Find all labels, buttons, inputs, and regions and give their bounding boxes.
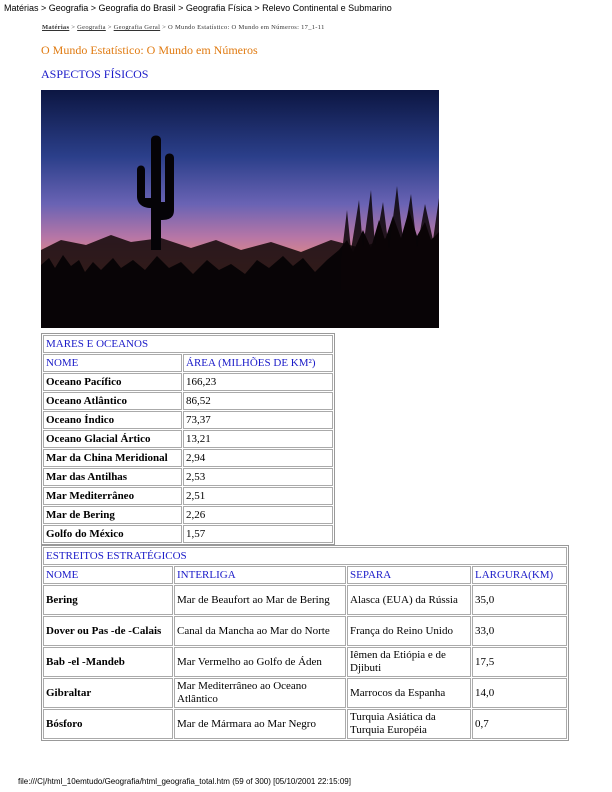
table-row [43,525,333,543]
cell-area: 2,94 [183,449,333,467]
cell-interliga: Mar de Beaufort ao Mar de Bering [174,585,346,615]
cell-nome: Mar das Antilhas [43,468,182,486]
cell-largura: 0,7 [472,709,567,739]
cell-separa: Alasca (EUA) da Rússia [347,585,471,615]
cell-nome: Oceano Glacial Ártico [43,430,182,448]
cell-interliga: Mar Mediterrâneo ao Oceano Atlântico [174,678,346,708]
page-title: O Mundo Estatístico: O Mundo em Números [41,43,258,57]
cell-area: 73,37 [183,411,333,429]
cell-nome: Mar da China Meridional [43,449,182,467]
cell-largura: 35,0 [472,585,567,615]
breadcrumb-link-materias[interactable]: Matérias [42,24,70,31]
breadcrumb-separator: > [69,24,78,31]
section-heading: ASPECTOS FÍSICOS [41,67,149,81]
table-row [43,616,567,646]
table-row [43,373,333,391]
cell-nome: Oceano Pacífico [43,373,182,391]
table-row [43,709,567,739]
cell-largura: 17,5 [472,647,567,677]
column-header-separa: SEPARA [347,566,471,584]
cell-area: 2,53 [183,468,333,486]
cell-nome: Bab -el -Mandeb [43,647,173,677]
breadcrumb-separator: > [105,24,114,31]
cell-interliga: Mar Vermelho ao Golfo de Áden [174,647,346,677]
cell-separa: França do Reino Unido [347,616,471,646]
cell-interliga: Mar de Mármara ao Mar Negro [174,709,346,739]
cell-interliga: Canal da Mancha ao Mar do Norte [174,616,346,646]
column-header-area: ÁREA (MILHÕES DE KM²) [183,354,333,372]
column-header-nome: NOME [43,354,182,372]
cell-separa: Marrocos da Espanha [347,678,471,708]
cell-nome: Bering [43,585,173,615]
cell-area: 1,57 [183,525,333,543]
cell-largura: 33,0 [472,616,567,646]
print-footer: file:///C|/html_10emtudo/Geografia/html_geografia_total.htm (59 of 300) [05/10/2001 22:15:09] [18,777,351,786]
cell-area: 166,23 [183,373,333,391]
cactus-sunset-photo [41,90,439,328]
table-caption: ESTREITOS ESTRATÉGICOS [43,547,567,565]
cell-separa: Turquia Asiática da Turquia Européia [347,709,471,739]
cell-nome: Oceano Índico [43,411,182,429]
estreitos-estrategicos-table [41,545,569,741]
table-row [43,449,333,467]
cell-nome: Gibraltar [43,678,173,708]
cell-nome: Mar Mediterrâneo [43,487,182,505]
breadcrumb-link-geografia[interactable]: Geografia [77,24,106,31]
cell-area: 86,52 [183,392,333,410]
table-row [43,506,333,524]
breadcrumb [42,24,325,31]
cell-area: 13,21 [183,430,333,448]
table-caption: MARES E OCEANOS [43,335,333,353]
column-header-interliga: INTERLIGA [174,566,346,584]
table-row [43,585,567,615]
breadcrumb-link-geografia-geral[interactable]: Geografia Geral [113,24,161,31]
cell-nome: Dover ou Pas -de -Calais [43,616,173,646]
table-row [43,487,333,505]
cell-nome: Bósforo [43,709,173,739]
cell-area: 2,26 [183,506,333,524]
cell-separa: Iêmen da Etiópia e de Djibuti [347,647,471,677]
mares-oceanos-table [41,333,335,545]
cell-nome: Oceano Atlântico [43,392,182,410]
cell-nome: Golfo do México [43,525,182,543]
cell-nome: Mar de Bering [43,506,182,524]
cell-largura: 14,0 [472,678,567,708]
print-header: Matérias > Geografia > Geografia do Brasil > Geografia Física > Relevo Continental e Submarino [4,3,392,13]
table-row [43,647,567,677]
column-header-nome: NOME [43,566,173,584]
table-row [43,468,333,486]
table-row [43,430,333,448]
breadcrumb-current: > O Mundo Estatístico: O Mundo em Números: 17_1-11 [160,24,325,31]
column-header-largura: LARGURA(KM) [472,566,567,584]
table-row [43,678,567,708]
cell-area: 2,51 [183,487,333,505]
table-row [43,392,333,410]
table-row [43,411,333,429]
